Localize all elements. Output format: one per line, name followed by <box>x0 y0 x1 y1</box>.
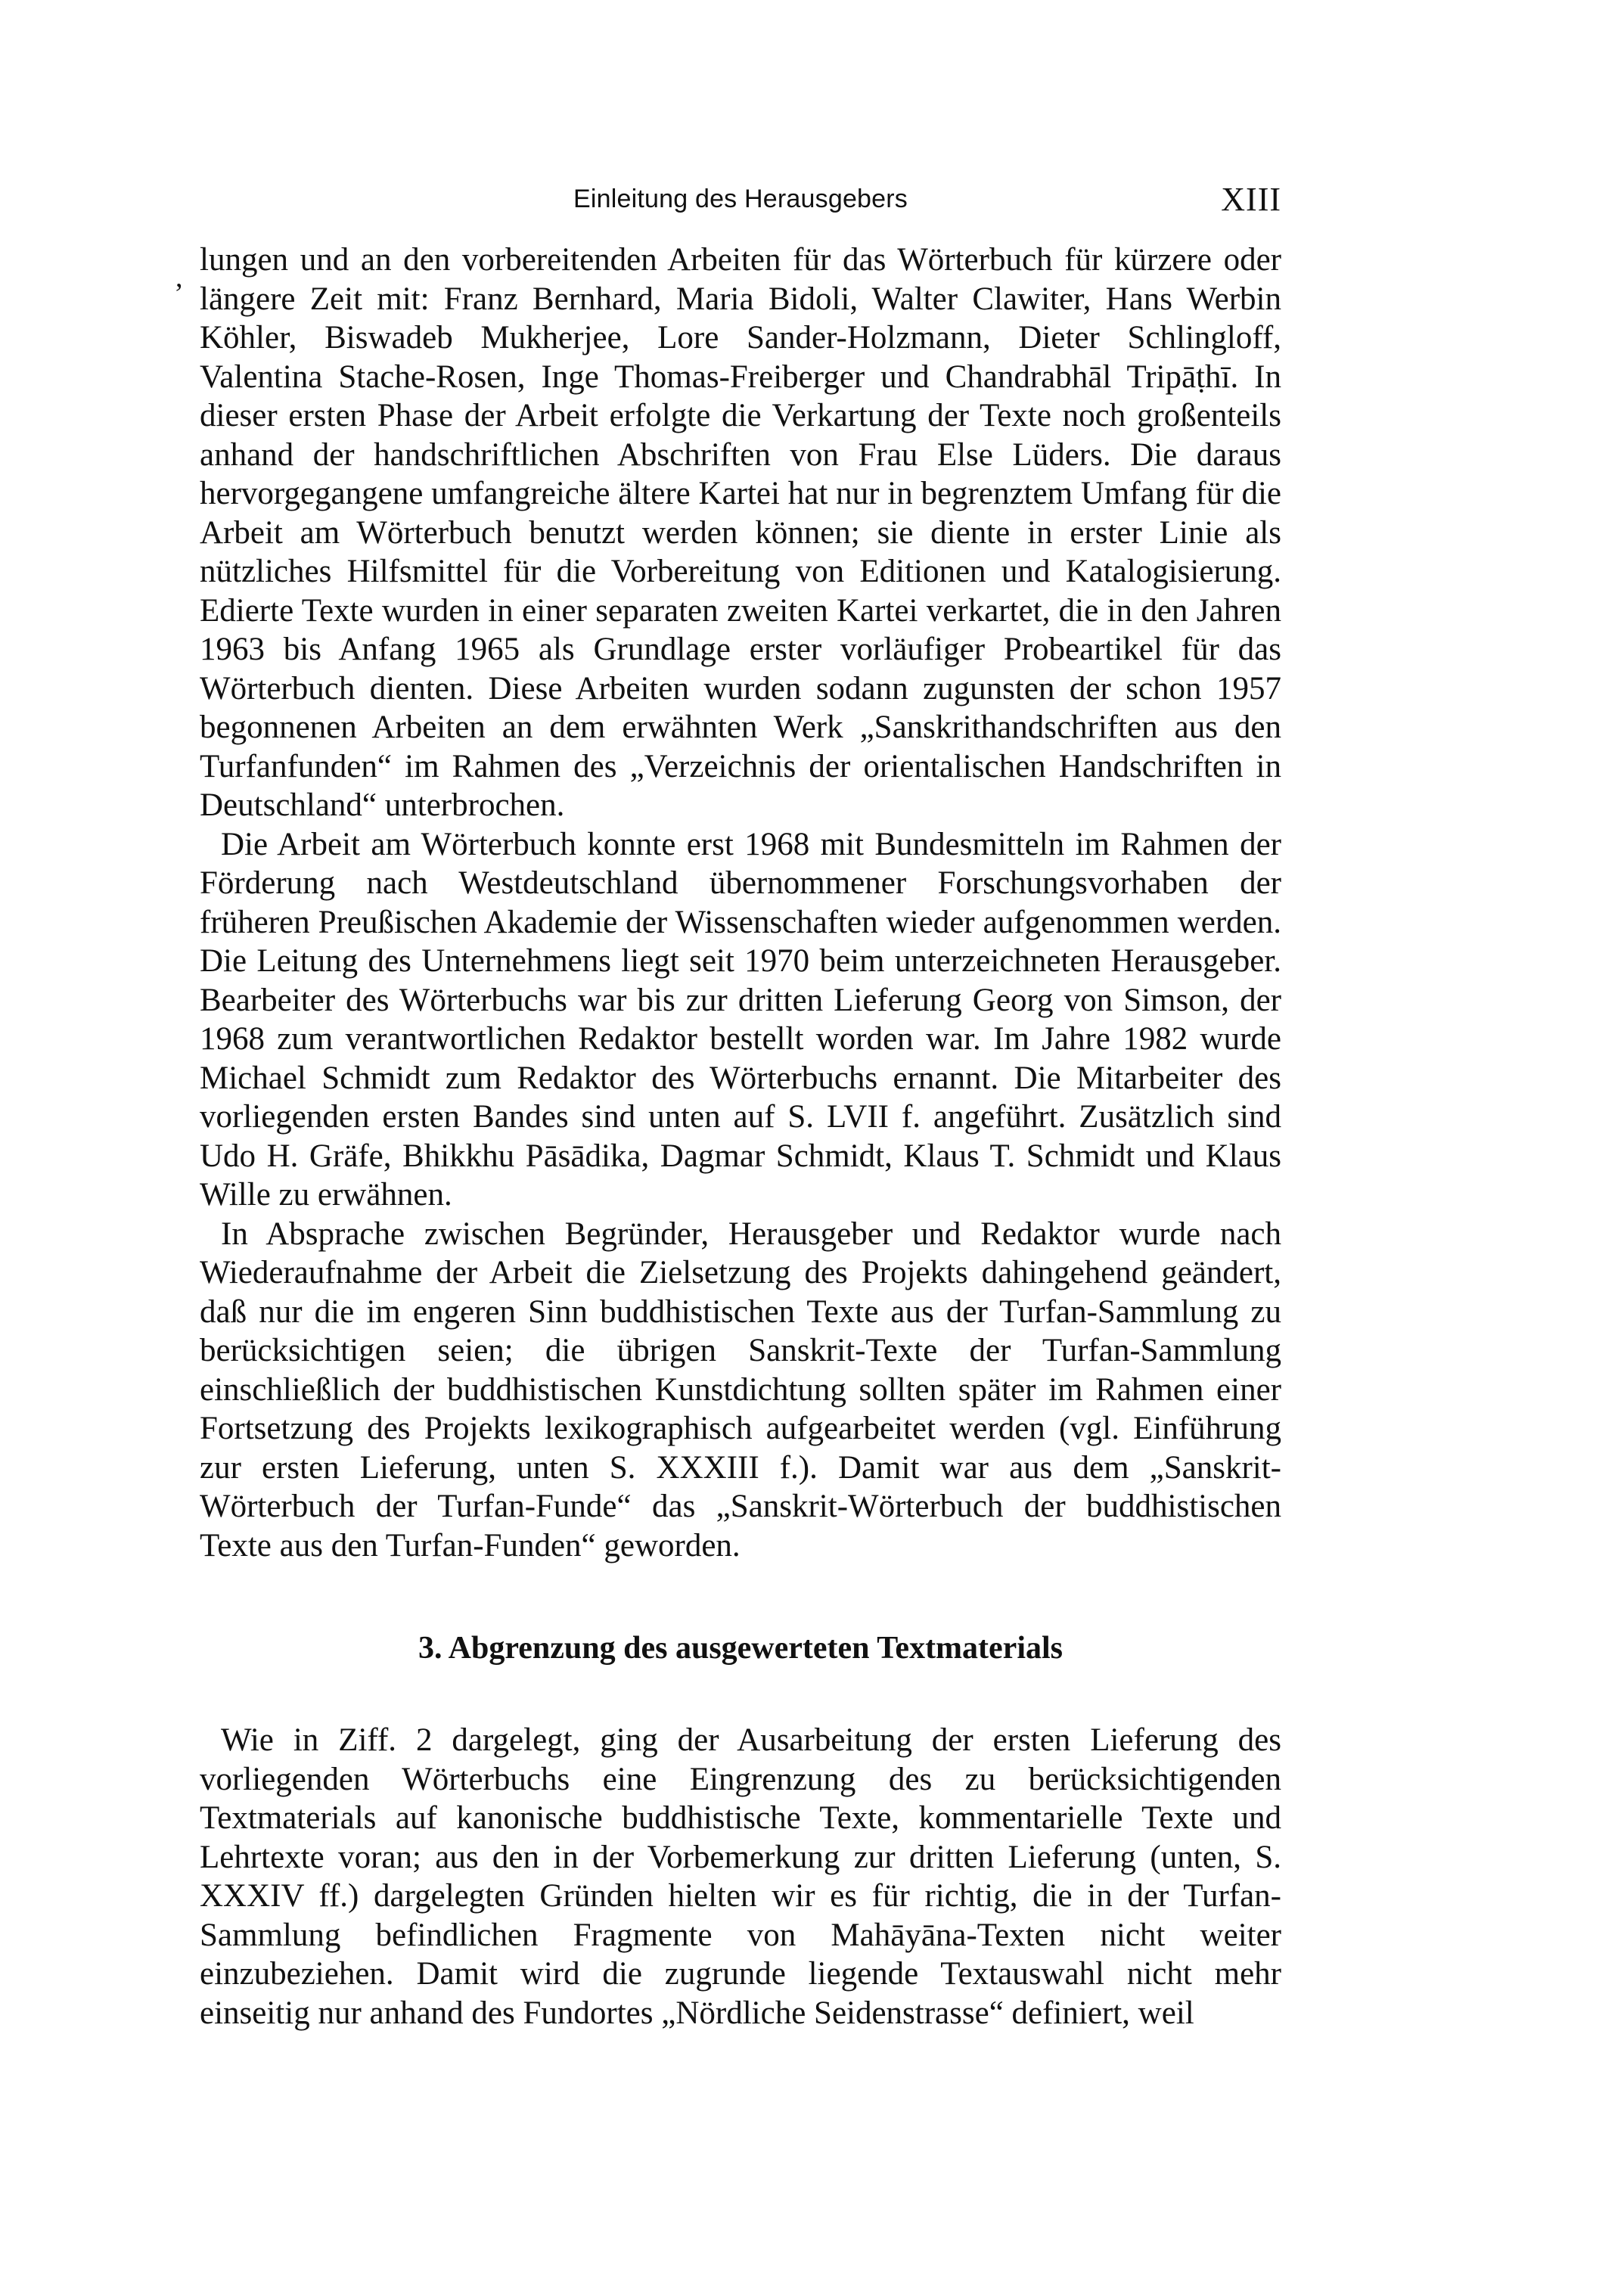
book-page <box>175 179 1281 2032</box>
margin-mark: , <box>175 262 183 293</box>
body-text <box>200 241 1281 2032</box>
paragraph-section-3: Wie in Ziff. 2 dargelegt, ging der Ausarbeitung der ersten Lieferung des vorliegenden Wörterbuchs eine Eingrenzung des zu berücksichtigenden Textmaterials auf kanonische buddhistische Texte, kommentarielle Texte und Lehrtexte voran; aus den in der Vorbemerkung zur dritten Lieferung (unten, S. XXXIV ff.) dargelegten Gründen hielten wir es für richtig, die in der Turfan-Sammlung befindlichen Fragmente von Mahāyāna-Texten nicht weiter einzubeziehen. Damit wird die zugrunde liegende Textauswahl nicht mehr einseitig nur anhand des Fundortes „Nördliche Seidenstrasse“ definiert, weil <box>200 1722 1281 2031</box>
paragraph-project-scope: In Absprache zwischen Begründer, Herausgeber und Redaktor wurde nach Wiederaufnahme der Arbeit die Zielsetzung des Projekts dahingehend geändert, daß nur die im engeren Sinn buddhistischen Texte aus der Turfan-Sammlung zu berücksichtigen seien; die übrigen Sanskrit-Texte der Turfan-Sammlung einschließlich der buddhistischen Kunstdichtung sollten später im Rahmen einer Fortsetzung des Projekts lexikographisch aufgearbeitet werden (vgl. Einführung zur ersten Lieferung, unten S. XXXIII f.). Damit war aus dem „Sanskrit-Wörterbuch der Turfan-Funde“ das „Sanskrit-Wörterbuch der buddhistischen Texte aus den Turfan-Funden“ geworden. <box>200 1216 1281 1563</box>
paragraph-continuation: lungen und an den vorbereitenden Arbeiten für das Wörterbuch für kürzere oder längere Zeit mit: Franz Bernhard, Maria Bidoli, Walter Clawiter, Hans Werbin Köhler, Biswadeb Mukherjee, Lore Sander-Holzmann, Dieter Schlingloff, Valentina Stache-Rosen, Inge Thomas-Freiberger und Chandrabhāl Tripāṭhī. In dieser ersten Phase der Arbeit erfolgte die Verkartung der Texte noch großenteils anhand der handschriftlichen Abschriften von Frau Else Lüders. Die daraus hervorgegangene umfangreiche ältere Kartei hat nur in begrenztem Umfang für die Arbeit am Wörterbuch benutzt werden können; sie diente in erster Linie als nützliches Hilfsmittel für die Vorbereitung von Editionen und Katalogisierung. Edierte Texte wurden in einer separaten zweiten Kartei verkartet, die in den Jahren 1963 bis Anfang 1965 als Grundlage erster vorläufiger Probeartikel für das Wörterbuch dienten. Diese Arbeiten wurden sodann zugunsten der schon 1957 begonnenen Arbeiten an dem erwähnten Werk „Sanskrithandschriften aus den Turfanfunden“ im Rahmen des „Verzeichnis der orientalischen Handschriften in Deutschland“ unterbrochen. <box>200 242 1281 823</box>
running-head: Einleitung des Herausgebers <box>573 185 908 213</box>
paragraph-work-resumed: Die Arbeit am Wörterbuch konnte erst 1968 mit Bundesmitteln im Rahmen der Förderung nach Westdeutschland übernommener Forschungsvorhaben der früheren Preußischen Akademie der Wissenschaften wieder aufgenommen werden. Die Leitung des Unternehmens liegt seit 1970 beim unterzeichneten Herausgeber. Bearbeiter des Wörterbuchs war bis zur dritten Lieferung Georg von Simson, der 1968 zum verantwortlichen Redaktor bestellt worden war. Im Jahre 1982 wurde Michael Schmidt zum Redaktor des Wörterbuchs ernannt. Die Mitarbeiter des vorliegenden ersten Bandes sind unten auf S. LVII f. angeführt. Zusätzlich sind Udo H. Gräfe, Bhikkhu Pāsādika, Dagmar Schmidt, Klaus T. Schmidt und Klaus Wille zu erwähnen. <box>200 826 1281 1213</box>
page-number: XIII <box>1221 181 1281 218</box>
page-header <box>200 179 1281 224</box>
section-heading: 3. Abgrenzung des ausgewerteten Textmaterials <box>418 1631 1063 1666</box>
